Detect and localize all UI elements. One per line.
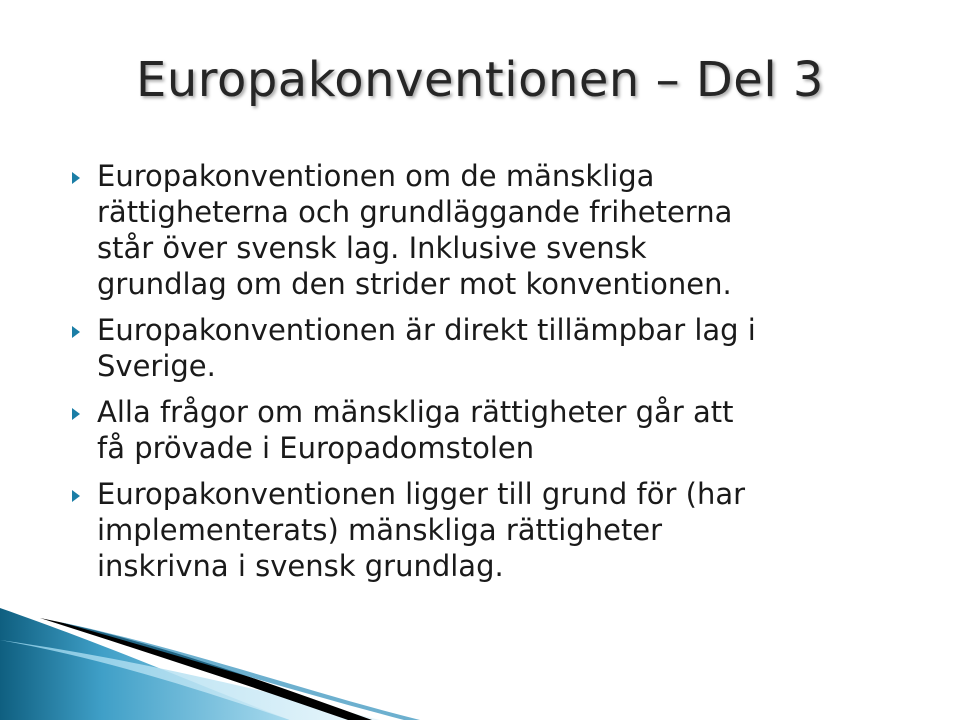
bullet-line: Europakonventionen ligger till grund för (har <box>97 477 746 511</box>
bullet-line: rättigheterna och grundläggande friheterna <box>97 195 733 229</box>
bullet-line: implementerats) mänskliga rättigheter <box>97 513 663 547</box>
bullet-line: inskrivna i svensk grundlag. <box>97 549 504 583</box>
bullet-line: Sverige. <box>97 349 216 383</box>
bullet-line: står över svensk lag. Inklusive svensk <box>97 231 647 265</box>
bullet-line: få prövade i Europadomstolen <box>97 431 535 465</box>
slide-title: Europakonventionen – Del 3 <box>136 52 824 108</box>
bullet-line: Alla frågor om mänskliga rättigheter går att <box>97 395 734 429</box>
bullet-line: Europakonventionen är direkt tillämpbar lag i <box>97 313 756 347</box>
bullet-line: Europakonventionen om de mänskliga <box>97 159 655 193</box>
bullet-line: grundlag om den strider mot konventionen. <box>97 267 732 301</box>
